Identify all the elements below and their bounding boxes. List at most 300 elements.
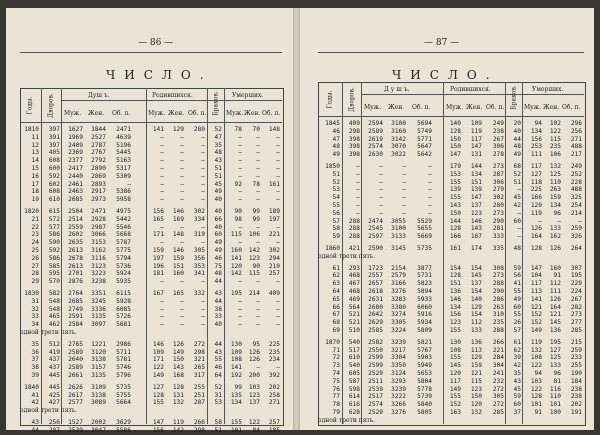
value-cell: 119 bbox=[470, 127, 482, 135]
table-row bbox=[318, 288, 584, 296]
year-cell: 34 bbox=[31, 321, 39, 329]
value-cell: 214 bbox=[248, 289, 260, 297]
value-cell: — bbox=[238, 149, 242, 157]
table-row bbox=[318, 296, 584, 304]
value-cell: — bbox=[180, 164, 184, 172]
value-cell: 91 bbox=[534, 408, 542, 416]
value-cell: 43 bbox=[214, 348, 222, 356]
value-cell: 3223 bbox=[91, 270, 106, 278]
value-cell: 2787 bbox=[91, 141, 106, 149]
value-cell: 121 bbox=[549, 311, 561, 319]
value-cell: 3055 bbox=[391, 217, 406, 225]
value-cell: 265 bbox=[193, 364, 205, 372]
value-cell: 134 bbox=[470, 170, 482, 178]
value-cell: — bbox=[160, 141, 164, 149]
value-cell: 2928 bbox=[91, 215, 106, 223]
value-cell: 241 bbox=[492, 369, 504, 377]
value-cell: 257 bbox=[268, 418, 280, 426]
value-cell: 41 bbox=[513, 280, 521, 288]
value-cell: 149 bbox=[152, 371, 164, 379]
value-cell: 44 bbox=[214, 340, 222, 348]
value-cell: 128 bbox=[449, 127, 461, 135]
value-cell: 145 bbox=[470, 272, 482, 280]
value-cell: 190 bbox=[570, 369, 582, 377]
value-cell: 2685 bbox=[68, 196, 83, 204]
value-cell: — bbox=[276, 364, 280, 372]
value-cell: 564 bbox=[348, 303, 360, 311]
value-cell: 273 bbox=[570, 311, 582, 319]
year-cell: 1830 bbox=[24, 289, 39, 297]
value-cell: 302 bbox=[268, 246, 280, 254]
value-cell: 233 bbox=[570, 354, 582, 362]
value-cell: 256 bbox=[48, 418, 60, 426]
value-cell: 271 bbox=[268, 399, 280, 407]
value-cell: 317 bbox=[193, 371, 205, 379]
value-cell: 143 bbox=[172, 364, 184, 372]
value-cell: 3145 bbox=[391, 244, 406, 252]
value-cell: 3070 bbox=[391, 143, 406, 151]
value-cell: 165 bbox=[172, 289, 184, 297]
value-cell: 48 bbox=[214, 149, 222, 157]
value-cell: 2529 bbox=[368, 369, 383, 377]
value-cell: 5669 bbox=[417, 233, 432, 241]
value-cell: 2685 bbox=[68, 297, 83, 305]
value-cell: 5442 bbox=[116, 215, 131, 223]
value-cell: 409 bbox=[268, 289, 280, 297]
value-cell: — bbox=[276, 196, 280, 204]
value-cell: 142 bbox=[248, 246, 260, 254]
value-cell: 150 bbox=[470, 393, 482, 401]
table-row bbox=[318, 354, 584, 362]
table-row bbox=[20, 399, 282, 407]
value-cell: — bbox=[160, 305, 164, 313]
note-text: одной трети пять. bbox=[20, 407, 78, 415]
year-cell: 37 bbox=[31, 356, 39, 364]
value-cell: 333 bbox=[492, 233, 504, 241]
value-cell: 3217 bbox=[391, 346, 406, 354]
value-cell: 234 bbox=[268, 356, 280, 364]
value-cell: — bbox=[201, 133, 205, 141]
value-cell: 156 bbox=[152, 426, 164, 434]
value-cell: 582 bbox=[48, 289, 60, 297]
table-row bbox=[20, 255, 282, 263]
value-cell: 249 bbox=[492, 120, 504, 127]
value-cell: 42 bbox=[513, 362, 521, 370]
value-cell: 3066 bbox=[91, 231, 106, 239]
value-cell: 195 bbox=[230, 289, 242, 297]
value-cell: 48 bbox=[513, 143, 521, 151]
value-cell: 488 bbox=[570, 186, 582, 194]
value-cell: — bbox=[356, 178, 360, 186]
value-cell: 137 bbox=[248, 399, 260, 407]
value-cell: 2986 bbox=[116, 340, 131, 348]
value-cell: 279 bbox=[492, 186, 504, 194]
value-cell: 128 bbox=[449, 225, 461, 233]
note-text: одной трети пять. bbox=[318, 252, 376, 260]
value-cell: 4975 bbox=[116, 207, 131, 215]
value-cell: 61 bbox=[513, 338, 521, 346]
value-cell: 5958 bbox=[116, 196, 131, 204]
value-cell: 115 bbox=[248, 270, 260, 278]
value-cell: 5668 bbox=[116, 231, 131, 239]
year-cell: 11 bbox=[31, 133, 39, 141]
value-cell: 55 bbox=[513, 287, 521, 295]
value-cell: 144 bbox=[449, 217, 461, 225]
table-row bbox=[20, 181, 282, 189]
year-cell: 46 bbox=[332, 127, 340, 135]
value-cell: 5767 bbox=[417, 346, 432, 354]
value-cell: — bbox=[201, 141, 205, 149]
value-cell: — bbox=[276, 239, 280, 247]
value-cell: — bbox=[201, 278, 205, 286]
value-cell: 142 bbox=[230, 270, 242, 278]
value-cell: 174 bbox=[470, 244, 482, 252]
value-cell: 196 bbox=[152, 262, 164, 270]
value-cell: 249 bbox=[570, 162, 582, 170]
value-cell: 128 bbox=[152, 391, 164, 399]
value-cell: 200 bbox=[248, 371, 260, 379]
table-row bbox=[20, 231, 282, 239]
value-cell: — bbox=[379, 162, 383, 170]
value-cell: 465 bbox=[48, 313, 60, 321]
value-cell: 595 bbox=[48, 270, 60, 278]
value-cell: 132 bbox=[470, 408, 482, 416]
value-cell: 2635 bbox=[68, 239, 83, 247]
value-cell: — bbox=[238, 313, 242, 321]
value-cell: 3022 bbox=[391, 151, 406, 159]
value-cell: 3276 bbox=[391, 287, 406, 295]
value-cell: 155 bbox=[449, 354, 461, 362]
value-cell: — bbox=[180, 196, 184, 204]
value-cell: 445 bbox=[48, 371, 60, 379]
year-cell: 41 bbox=[31, 391, 39, 399]
value-cell: 5903 bbox=[417, 354, 432, 362]
value-cell: 161 bbox=[449, 244, 461, 252]
value-cell: — bbox=[238, 188, 242, 196]
value-cell: 115 bbox=[230, 231, 242, 239]
value-cell: 202 bbox=[570, 401, 582, 409]
value-cell: 126 bbox=[530, 225, 542, 233]
value-cell: 104 bbox=[530, 272, 542, 280]
value-cell: 281 bbox=[492, 225, 504, 233]
value-cell: 171 bbox=[152, 356, 164, 364]
header-both: Об. п. bbox=[562, 104, 581, 111]
value-cell: 306 bbox=[492, 178, 504, 186]
value-cell: 96 bbox=[553, 369, 561, 377]
value-cell: 128 bbox=[172, 383, 184, 391]
value-cell: 2589 bbox=[68, 348, 83, 356]
value-cell: 5924 bbox=[116, 270, 131, 278]
value-cell: 195 bbox=[549, 338, 561, 346]
value-cell: — bbox=[160, 313, 164, 321]
table-row bbox=[20, 247, 282, 255]
table-row bbox=[20, 427, 282, 435]
value-cell: 512 bbox=[48, 340, 60, 348]
value-cell: 398 bbox=[348, 135, 360, 143]
table-row bbox=[20, 407, 282, 415]
value-cell: 103 bbox=[248, 383, 260, 391]
value-cell: 548 bbox=[48, 305, 60, 313]
value-cell: 119 bbox=[530, 338, 542, 346]
value-cell: 150 bbox=[449, 209, 461, 217]
value-cell: 5655 bbox=[417, 225, 432, 233]
value-cell: 43 bbox=[214, 289, 222, 297]
value-cell: 5386 bbox=[116, 188, 131, 196]
value-cell: 96 bbox=[553, 209, 561, 217]
value-cell: 126 bbox=[248, 356, 260, 364]
year-cell: 55 bbox=[332, 201, 340, 209]
value-cell: — bbox=[402, 201, 406, 209]
value-cell: 2440 bbox=[68, 172, 83, 180]
value-cell: 5778 bbox=[417, 385, 432, 393]
value-cell: 272 bbox=[193, 340, 205, 348]
value-cell: — bbox=[276, 164, 280, 172]
value-cell: 150 bbox=[449, 135, 461, 143]
table-body bbox=[20, 126, 282, 434]
value-cell: 2504 bbox=[68, 207, 83, 215]
value-cell: 356 bbox=[193, 254, 205, 262]
value-cell: 5681 bbox=[116, 321, 131, 329]
value-cell: 225 bbox=[268, 340, 280, 348]
value-cell: — bbox=[201, 149, 205, 157]
value-cell: — bbox=[180, 313, 184, 321]
value-cell: — bbox=[160, 297, 164, 305]
value-cell: — bbox=[256, 313, 260, 321]
header-female: Жен. bbox=[168, 110, 185, 117]
value-cell: 3138 bbox=[91, 356, 106, 364]
value-cell: 353 bbox=[193, 262, 205, 270]
value-cell: 151 bbox=[470, 178, 482, 186]
value-cell: 171 bbox=[152, 231, 164, 239]
value-cell: 3097 bbox=[91, 321, 106, 329]
value-cell: 49 bbox=[214, 239, 222, 247]
left-page bbox=[6, 8, 293, 434]
value-cell: 2559 bbox=[68, 223, 83, 231]
value-cell: 5163 bbox=[116, 157, 131, 165]
value-cell: 140 bbox=[449, 120, 461, 127]
value-cell: 160 bbox=[172, 270, 184, 278]
value-cell: 94 bbox=[534, 120, 542, 127]
value-cell: 62 bbox=[513, 346, 521, 354]
value-cell: 321 bbox=[193, 356, 205, 364]
value-cell: 151 bbox=[172, 262, 184, 270]
value-cell: 33 bbox=[214, 313, 222, 321]
value-cell: 2917 bbox=[91, 188, 106, 196]
value-cell: 55 bbox=[513, 311, 521, 319]
value-cell: — bbox=[356, 170, 360, 178]
table-row bbox=[20, 384, 282, 392]
value-cell: 26 bbox=[513, 319, 521, 327]
header-male: Муж. bbox=[64, 110, 82, 117]
value-cell: 35 bbox=[513, 369, 521, 377]
value-cell: 2617 bbox=[68, 391, 83, 399]
value-cell: 5771 bbox=[417, 135, 432, 143]
value-cell: 120 bbox=[470, 401, 482, 409]
value-cell: 125 bbox=[549, 170, 561, 178]
table-row bbox=[318, 210, 584, 218]
value-cell: 123 bbox=[449, 319, 461, 327]
value-cell: 298 bbox=[348, 127, 360, 135]
value-cell: 108 bbox=[449, 346, 461, 354]
value-cell: 110 bbox=[549, 178, 561, 186]
value-cell: 3162 bbox=[91, 246, 106, 254]
value-cell: — bbox=[180, 172, 184, 180]
value-cell: 419 bbox=[48, 348, 60, 356]
value-cell: 254 bbox=[570, 201, 582, 209]
value-cell: 136 bbox=[449, 287, 461, 295]
value-cell: 397 bbox=[48, 126, 60, 133]
value-cell: 59 bbox=[513, 393, 521, 401]
header-male: Муж. bbox=[364, 104, 382, 111]
value-cell: 2657 bbox=[368, 280, 383, 288]
header-yards: Дворов. bbox=[47, 93, 55, 118]
year-cell: 38 bbox=[31, 364, 39, 372]
value-cell: 122 bbox=[530, 362, 542, 370]
value-cell: 2511 bbox=[368, 377, 383, 385]
value-cell: 127 bbox=[530, 170, 542, 178]
year-cell: 17 bbox=[31, 180, 39, 188]
value-cell: 217 bbox=[570, 151, 582, 159]
value-cell: — bbox=[238, 321, 242, 329]
value-cell: — bbox=[256, 172, 260, 180]
value-cell: 109 bbox=[230, 348, 242, 356]
value-cell: — bbox=[276, 188, 280, 196]
value-cell: — bbox=[201, 305, 205, 313]
value-cell: 122 bbox=[152, 364, 164, 372]
value-cell: 263 bbox=[549, 186, 561, 194]
value-cell: — bbox=[256, 278, 260, 286]
value-cell: 256 bbox=[570, 127, 582, 135]
value-cell: 120 bbox=[230, 262, 242, 270]
value-cell: — bbox=[256, 141, 260, 149]
value-cell: 2661 bbox=[68, 371, 83, 379]
value-cell: 2417 bbox=[68, 164, 83, 172]
table-row bbox=[20, 149, 282, 157]
value-cell: 160 bbox=[230, 246, 242, 254]
value-cell: 159 bbox=[470, 362, 482, 370]
value-cell: 397 bbox=[48, 141, 60, 149]
value-cell: — bbox=[402, 178, 406, 186]
value-cell: 5933 bbox=[417, 295, 432, 303]
value-cell: — bbox=[180, 305, 184, 313]
year-cell: 18 bbox=[31, 188, 39, 196]
table-row bbox=[318, 370, 584, 378]
value-cell: 2574 bbox=[368, 143, 383, 151]
value-cell: 2630 bbox=[368, 151, 383, 159]
value-cell: 94 bbox=[534, 369, 542, 377]
value-cell: 59 bbox=[513, 264, 521, 272]
value-cell: 3276 bbox=[391, 408, 406, 416]
value-cell: 134 bbox=[449, 303, 461, 311]
table-row bbox=[318, 280, 584, 288]
year-cell: 1860 bbox=[325, 244, 340, 252]
value-cell: 160 bbox=[549, 264, 561, 272]
value-cell: 307 bbox=[570, 264, 582, 272]
value-cell: — bbox=[402, 186, 406, 194]
value-cell: 122 bbox=[530, 385, 542, 393]
value-cell: 141 bbox=[230, 254, 242, 262]
value-cell: — bbox=[256, 239, 260, 247]
page-number: — 87 — bbox=[424, 38, 460, 48]
table-row bbox=[20, 372, 282, 380]
value-cell: 123 bbox=[470, 209, 482, 217]
value-cell: 462 bbox=[48, 321, 60, 329]
value-cell: 488 bbox=[570, 143, 582, 151]
header-souls: Д у ш ъ. bbox=[384, 86, 410, 93]
header-male: Муж. bbox=[446, 104, 464, 111]
value-cell: 5586 bbox=[116, 426, 131, 434]
value-cell: 112 bbox=[549, 280, 561, 288]
value-cell: — bbox=[238, 141, 242, 149]
year-cell: 26 bbox=[31, 254, 39, 262]
value-cell: 235 bbox=[492, 319, 504, 327]
value-cell: 3120 bbox=[91, 348, 106, 356]
value-cell: 326 bbox=[570, 233, 582, 241]
year-cell: 16 bbox=[31, 172, 39, 180]
value-cell: 5804 bbox=[417, 377, 432, 385]
table-row bbox=[318, 362, 584, 370]
value-cell: 2589 bbox=[68, 364, 83, 372]
value-cell: 123 bbox=[470, 385, 482, 393]
value-cell: 132 bbox=[172, 399, 184, 407]
table-row bbox=[318, 143, 584, 151]
value-cell: 2640 bbox=[68, 356, 83, 364]
value-cell: 3166 bbox=[391, 280, 406, 288]
value-cell: 437 bbox=[48, 356, 60, 364]
value-cell: 127 bbox=[152, 383, 164, 391]
value-cell: 278 bbox=[492, 151, 504, 159]
value-cell: — bbox=[276, 321, 280, 329]
table-row bbox=[318, 245, 584, 253]
value-cell: 3350 bbox=[391, 362, 406, 370]
value-cell: 78 bbox=[252, 180, 260, 188]
value-cell: 2474 bbox=[368, 217, 383, 225]
value-cell: 221 bbox=[492, 346, 504, 354]
value-cell: 132 bbox=[549, 162, 561, 170]
value-cell: — bbox=[201, 180, 205, 188]
value-cell: 128 bbox=[530, 244, 542, 252]
value-cell: 165 bbox=[152, 215, 164, 223]
value-cell: 253 bbox=[530, 143, 542, 151]
value-cell: — bbox=[180, 157, 184, 165]
table-row bbox=[20, 165, 282, 173]
value-cell: 225 bbox=[530, 186, 542, 194]
value-cell: 147 bbox=[449, 151, 461, 159]
value-cell: 137 bbox=[470, 280, 482, 288]
value-cell: 548 bbox=[48, 297, 60, 305]
value-cell: 2618 bbox=[368, 287, 383, 295]
value-cell: 106 bbox=[248, 231, 260, 239]
table-row bbox=[318, 186, 584, 194]
value-cell: 3266 bbox=[391, 401, 406, 409]
value-cell: 45 bbox=[513, 385, 521, 393]
value-cell: — bbox=[160, 149, 164, 157]
value-cell: 130 bbox=[449, 338, 461, 346]
value-cell: 3380 bbox=[391, 303, 406, 311]
value-cell: 110 bbox=[549, 393, 561, 401]
table-row bbox=[20, 392, 282, 400]
value-cell: 285 bbox=[492, 408, 504, 416]
year-cell: 35 bbox=[31, 340, 39, 348]
header-female: Жен. bbox=[466, 104, 483, 111]
value-cell: — bbox=[201, 188, 205, 196]
value-cell: 2765 bbox=[68, 340, 83, 348]
value-cell: — bbox=[379, 201, 383, 209]
value-cell: 134 bbox=[530, 127, 542, 135]
value-cell: — bbox=[180, 239, 184, 247]
value-cell: — bbox=[180, 223, 184, 231]
value-cell: 90 bbox=[234, 207, 242, 215]
